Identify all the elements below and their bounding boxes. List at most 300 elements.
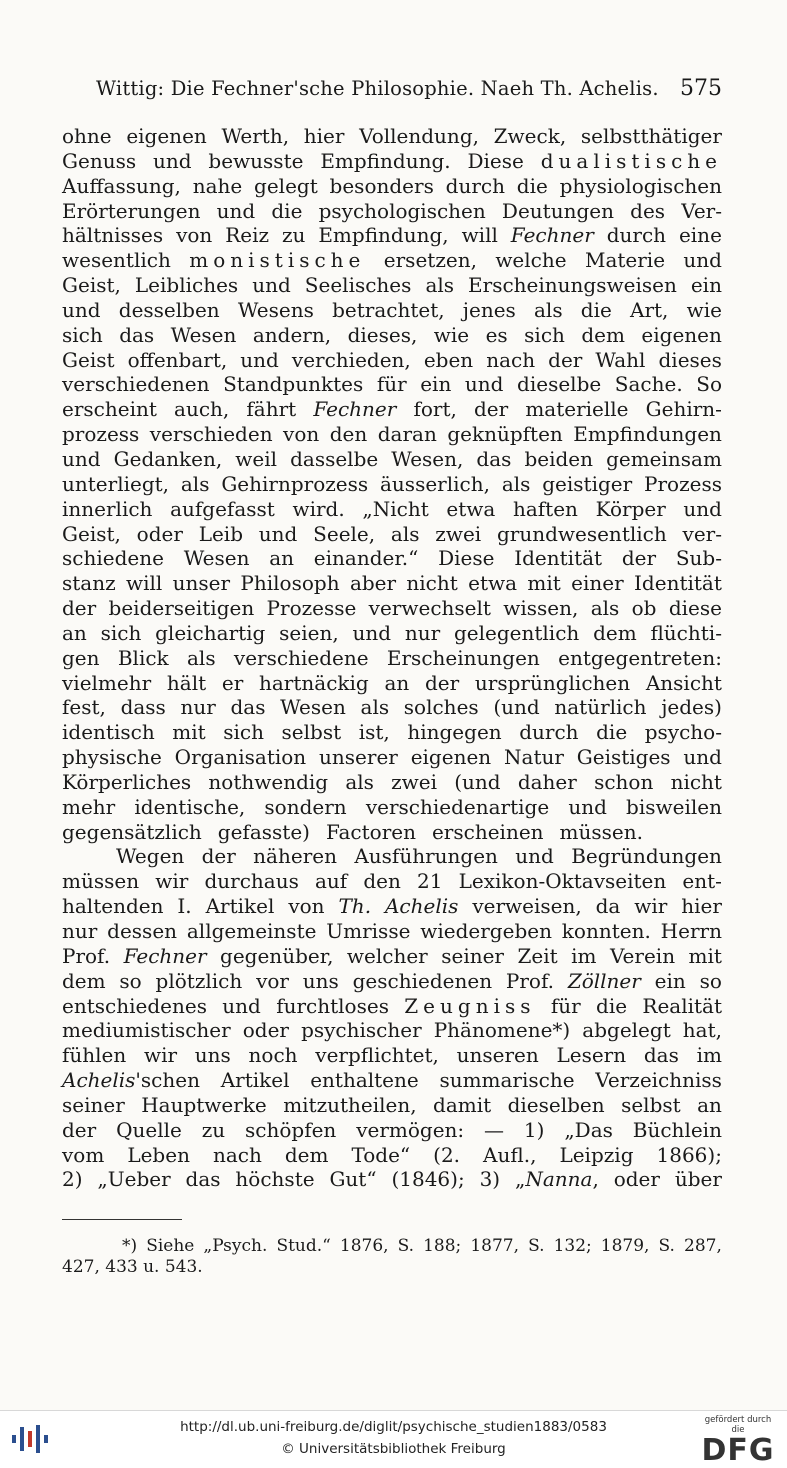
text-line xyxy=(62,1068,722,1093)
word: vermögen: xyxy=(356,1117,465,1142)
word: seien, xyxy=(279,620,339,645)
word: etwa xyxy=(446,496,496,521)
word: Geistiges xyxy=(576,745,671,770)
footnote-line xyxy=(62,1236,722,1257)
word: summarische xyxy=(439,1068,575,1093)
word: So xyxy=(696,372,722,397)
word: hingegen xyxy=(407,720,502,745)
word: es xyxy=(485,322,508,347)
word: (und xyxy=(454,769,501,794)
word: plötzlich xyxy=(155,968,243,993)
word: Prof. xyxy=(505,968,554,993)
word: das xyxy=(643,1043,679,1068)
word: Deutungen xyxy=(501,198,614,223)
word: Wesen xyxy=(183,546,250,571)
word: Organisation xyxy=(174,745,307,770)
word: dem xyxy=(593,620,637,645)
word: stanz xyxy=(62,571,116,596)
word: als xyxy=(187,645,216,670)
text-line xyxy=(62,323,722,348)
word: und xyxy=(62,446,101,471)
text-line xyxy=(62,671,722,696)
word: identische, xyxy=(134,794,246,819)
word: gelegentlich xyxy=(453,620,580,645)
word: Empfindung. xyxy=(320,148,451,173)
word: verchieden, xyxy=(291,347,411,372)
word: müssen xyxy=(62,869,140,894)
word: uns xyxy=(194,1043,231,1068)
text-line xyxy=(62,770,722,795)
word: ob xyxy=(631,596,657,621)
word: nur xyxy=(180,695,216,720)
text-line xyxy=(62,348,722,373)
word: gefasste) xyxy=(217,819,310,844)
word: Leipzig xyxy=(559,1142,634,1167)
word: Geist xyxy=(62,347,115,372)
word: Stud.“ xyxy=(276,1236,331,1256)
word: und xyxy=(515,844,554,869)
word: Gedanken, xyxy=(113,446,223,471)
word: Diese xyxy=(467,148,524,173)
word: Gehirnprozess xyxy=(221,471,369,496)
word: Leben xyxy=(127,1142,190,1167)
text-line xyxy=(62,1018,722,1043)
word: äusserlich, xyxy=(380,471,490,496)
word: der xyxy=(621,546,657,571)
word: Wegen xyxy=(116,844,185,869)
text-line xyxy=(62,571,722,596)
word: und xyxy=(222,993,261,1018)
word: wir xyxy=(155,869,189,894)
word: dass xyxy=(120,695,166,720)
word: verwechselt xyxy=(368,596,491,621)
body-text xyxy=(62,124,722,1192)
word: im xyxy=(696,1043,722,1068)
text-line xyxy=(62,422,722,447)
word: durch xyxy=(606,223,667,248)
word: psychologischen xyxy=(318,198,486,223)
word: und xyxy=(683,745,722,770)
word: „Nanna, xyxy=(514,1167,599,1192)
text-line xyxy=(62,1143,722,1168)
word: eben xyxy=(423,347,474,372)
word: wie xyxy=(433,322,470,347)
word: 1876, xyxy=(339,1236,389,1256)
word: mit xyxy=(688,943,722,968)
word: Leib xyxy=(198,521,244,546)
word: dem xyxy=(62,968,106,993)
text-line xyxy=(62,969,722,994)
word: Lexikon-Oktavseiten xyxy=(458,869,667,894)
word: Standpunktes xyxy=(223,372,364,397)
word: oder xyxy=(242,1018,289,1043)
word: fest, xyxy=(62,695,106,720)
word: Prozess xyxy=(644,471,722,496)
word: nach xyxy=(212,1142,262,1167)
word: fühlen xyxy=(62,1043,127,1068)
word: mit xyxy=(527,571,561,596)
word: Quelle xyxy=(116,1117,182,1142)
word: und xyxy=(240,347,279,372)
text-line xyxy=(62,273,722,298)
word: von xyxy=(288,894,325,919)
word: geknüpften xyxy=(447,422,563,447)
word: daher xyxy=(517,769,577,794)
word: S. xyxy=(658,1236,675,1256)
word: Phänomene*) xyxy=(433,1018,571,1043)
text-line xyxy=(62,745,722,770)
source-url[interactable]: http://dl.ub.uni-freiburg.de/diglit/psychische_studien1883/0583 xyxy=(180,1419,607,1435)
word: hartnäckig xyxy=(258,670,369,695)
word: Erscheinungsweisen xyxy=(468,273,677,298)
word: mit xyxy=(172,720,206,745)
word: über xyxy=(674,1167,722,1192)
word: beiderseitigen xyxy=(108,596,255,621)
word: Wesen xyxy=(280,695,346,720)
word: dieselben xyxy=(507,1092,605,1117)
word: flüchti- xyxy=(650,620,722,645)
word: im xyxy=(571,943,597,968)
word: selbst xyxy=(281,720,342,745)
word: zwei xyxy=(391,769,438,794)
word: sich xyxy=(223,720,264,745)
word: ursprünglichen xyxy=(474,670,631,695)
word: sich xyxy=(62,322,103,347)
word: bisweilen xyxy=(626,794,722,819)
word: entschiedenes xyxy=(62,993,207,1018)
word: an xyxy=(697,1092,722,1117)
word: Werth, xyxy=(221,124,290,148)
text-line xyxy=(62,149,722,174)
word: geschiedenen xyxy=(352,968,493,993)
word: auch, xyxy=(174,397,230,422)
word: eine xyxy=(678,223,722,248)
word: Ansicht xyxy=(645,670,722,695)
word: durch xyxy=(519,720,579,745)
word: abgelegt xyxy=(582,1018,671,1043)
word: als xyxy=(345,769,374,794)
text-line xyxy=(62,472,722,497)
word: identisch xyxy=(62,720,155,745)
word: mehr xyxy=(62,794,116,819)
word: wir xyxy=(144,1043,178,1068)
header-title: Wittig: Die Fechner'sche Philosophie. Naeh Th. Achelis. xyxy=(96,77,659,100)
word: höchste xyxy=(235,1167,315,1192)
word: jedes) xyxy=(661,695,722,720)
word: das xyxy=(476,446,512,471)
word: an xyxy=(384,670,410,695)
word: und xyxy=(152,148,192,173)
word: unserer xyxy=(319,745,398,770)
text-line xyxy=(62,1118,722,1143)
word: als xyxy=(390,521,420,546)
text-line xyxy=(62,695,722,720)
word: seiner xyxy=(62,1092,125,1117)
word: des xyxy=(630,198,666,223)
word: Identität xyxy=(634,571,722,596)
word: prozess xyxy=(62,422,140,447)
word: Aufl., xyxy=(483,1142,537,1167)
word: solches xyxy=(403,695,479,720)
text-line xyxy=(62,372,722,397)
word: durchaus xyxy=(204,869,299,894)
word: offenbart, xyxy=(127,347,228,372)
word: 1866); xyxy=(656,1142,722,1167)
word: schöpfen xyxy=(245,1117,337,1142)
word: uns xyxy=(302,968,339,993)
word: selbstthätiger xyxy=(580,124,722,148)
word: desselben xyxy=(118,297,220,322)
word: 1877, xyxy=(470,1236,520,1256)
word: damit xyxy=(433,1092,492,1117)
text-line xyxy=(62,944,722,969)
word: Empfindung, xyxy=(318,223,449,248)
word: wir xyxy=(634,894,668,919)
word: an xyxy=(269,546,295,571)
word: Ausführungen xyxy=(354,844,498,869)
word: Zeit xyxy=(517,943,558,968)
word: Herrn xyxy=(660,919,722,943)
word: der xyxy=(424,670,460,695)
word: und xyxy=(62,297,101,322)
word: und xyxy=(464,372,504,397)
word: von xyxy=(176,223,213,248)
word: Umrisse xyxy=(326,919,411,943)
word: Wesens xyxy=(237,297,314,322)
word: ein xyxy=(420,372,452,397)
word: weil xyxy=(235,446,278,471)
word: der xyxy=(62,596,97,621)
word: gegenüber, xyxy=(220,943,334,968)
word: Wesen xyxy=(170,322,237,347)
word: gen xyxy=(62,645,100,670)
word: wie xyxy=(686,297,722,322)
word: und xyxy=(258,521,298,546)
word: Auffassung, xyxy=(62,173,181,198)
word: so xyxy=(119,968,142,993)
word: dem xyxy=(284,1142,329,1167)
word: furchtloses xyxy=(276,993,389,1018)
word: als xyxy=(360,695,390,720)
word: — xyxy=(484,1117,505,1142)
word: Zweck, xyxy=(493,124,567,148)
word: *) xyxy=(122,1236,138,1256)
word: Fechner xyxy=(313,397,397,422)
word: nicht xyxy=(406,571,458,596)
word: enthaltene xyxy=(310,1068,419,1093)
word: und xyxy=(568,794,607,819)
word: 287, xyxy=(684,1236,722,1256)
word: da xyxy=(595,894,621,919)
word: ist, xyxy=(358,720,390,745)
word: Wesen, xyxy=(391,446,464,471)
word: hat, xyxy=(682,1018,722,1043)
word: Hauptwerke xyxy=(141,1092,267,1117)
word: einer xyxy=(571,571,624,596)
word: den xyxy=(363,869,401,894)
word: betrachtet, xyxy=(332,297,445,322)
word: verschiedenen xyxy=(62,372,210,397)
word: als xyxy=(180,471,210,496)
word: ein xyxy=(690,273,722,298)
word: Prozesse xyxy=(266,596,357,621)
word: von xyxy=(283,422,320,447)
word: psycho- xyxy=(644,720,722,745)
word: erscheinen xyxy=(431,819,544,844)
word: Gut“ xyxy=(329,1167,377,1192)
word: allgemeinste xyxy=(186,919,317,943)
word: wiedergeben xyxy=(420,919,552,943)
word: nicht xyxy=(670,769,722,794)
text-line xyxy=(62,720,722,745)
word: vom xyxy=(62,1142,105,1167)
word: an xyxy=(62,620,87,645)
word: Diese xyxy=(438,546,495,571)
word: 1879, xyxy=(600,1236,650,1256)
word: entgegentreten: xyxy=(558,645,722,670)
word: „Das xyxy=(564,1117,613,1142)
word: als xyxy=(501,471,531,496)
word: zu xyxy=(201,1117,226,1142)
word: Leibliches xyxy=(134,273,239,298)
word: gelegt xyxy=(254,173,318,198)
word: Fechner xyxy=(123,943,207,968)
word: dessen xyxy=(107,919,178,943)
text-line xyxy=(62,248,722,273)
word: ver- xyxy=(682,521,722,546)
word: die xyxy=(596,993,628,1018)
word: noch xyxy=(248,1043,298,1068)
word: für xyxy=(376,372,407,397)
word: Verzeichniss xyxy=(595,1068,722,1093)
text-line xyxy=(62,124,722,149)
word: unser xyxy=(172,571,231,596)
word: nach xyxy=(486,347,536,372)
word: hält xyxy=(166,670,207,695)
word: besonders xyxy=(329,173,434,198)
word: physische xyxy=(62,745,162,770)
word: eigenen xyxy=(410,745,492,770)
word: oder xyxy=(136,521,183,546)
word: Geist, xyxy=(62,273,121,298)
word: auf xyxy=(315,869,348,894)
text-line xyxy=(62,298,722,323)
text-line xyxy=(62,522,722,547)
word: fort, xyxy=(413,397,457,422)
word: der xyxy=(201,844,236,869)
word: nahe xyxy=(192,173,243,198)
word: haltenden xyxy=(62,894,164,919)
text-line xyxy=(62,546,722,571)
text-line xyxy=(62,596,722,621)
word: ent- xyxy=(682,869,722,894)
word: diese xyxy=(668,596,722,621)
copyright-text: © Universitätsbibliothek Freiburg xyxy=(281,1441,506,1457)
word: sondern xyxy=(264,794,347,819)
word: Verein xyxy=(609,943,676,968)
word: das xyxy=(230,695,266,720)
text-line xyxy=(62,497,722,522)
word: welcher xyxy=(346,943,428,968)
word: sich xyxy=(524,322,565,347)
word: vor xyxy=(256,968,289,993)
word: durch xyxy=(445,173,505,198)
text-line xyxy=(62,447,722,472)
word: als xyxy=(425,273,455,298)
word: eigenen xyxy=(126,124,207,148)
word: nothwendig xyxy=(208,769,329,794)
word: Erörterungen xyxy=(62,198,201,223)
word: jenes xyxy=(462,297,516,322)
word: als xyxy=(590,596,620,621)
word: wissen, xyxy=(503,596,579,621)
word: Lesern xyxy=(556,1043,627,1068)
word: wesentlich xyxy=(62,248,171,273)
word: Wahl xyxy=(595,347,646,372)
word: Seelisches xyxy=(304,273,412,298)
word: Th. xyxy=(338,894,372,919)
word: Prof. xyxy=(62,943,111,968)
word: Realität xyxy=(642,993,722,1018)
word: will xyxy=(461,223,498,248)
word: der xyxy=(473,397,509,422)
word: eigenen xyxy=(641,322,722,347)
word: 21 xyxy=(417,869,443,894)
word: und xyxy=(683,496,722,521)
word: (und xyxy=(493,695,540,720)
word: 188; xyxy=(423,1236,462,1256)
word: verweisen, xyxy=(472,894,582,919)
text-line xyxy=(62,397,722,422)
word: Blick xyxy=(117,645,169,670)
word: dieselbe xyxy=(517,372,602,397)
word: Begründungen xyxy=(571,844,722,869)
word: Achelis'schen xyxy=(62,1068,200,1093)
word: Ver- xyxy=(681,198,722,223)
word: er xyxy=(221,670,244,695)
word: Körperliches xyxy=(62,769,192,794)
word: S. xyxy=(528,1236,545,1256)
word: Seele, xyxy=(313,521,376,546)
word: natürlich xyxy=(554,695,647,720)
word: „Nicht xyxy=(362,496,429,521)
word: ohne xyxy=(62,124,112,148)
word: schiedene xyxy=(62,546,164,571)
word: aufgefasst xyxy=(170,496,275,521)
word: 2) xyxy=(62,1167,83,1192)
word: gemeinsam xyxy=(606,446,722,471)
word: die xyxy=(596,720,628,745)
word: verschiedenartige xyxy=(365,794,550,819)
page-number: 575 xyxy=(680,76,722,101)
text-line xyxy=(62,199,722,224)
word: Fechner xyxy=(510,223,594,248)
word: innerlich xyxy=(62,496,153,521)
word: der xyxy=(548,347,583,372)
word: Reiz xyxy=(225,223,270,248)
word: für xyxy=(550,993,581,1018)
viewer-footer-bar xyxy=(0,1410,787,1466)
word: seiner xyxy=(441,943,504,968)
word: S. xyxy=(397,1236,415,1256)
word: erscheint xyxy=(62,397,157,422)
text-line xyxy=(62,174,722,199)
word: der xyxy=(62,1117,97,1142)
word: Erscheinungen xyxy=(386,645,540,670)
word: (2. xyxy=(433,1142,461,1167)
word: andern, xyxy=(252,322,332,347)
word: Büchlein xyxy=(632,1117,722,1142)
